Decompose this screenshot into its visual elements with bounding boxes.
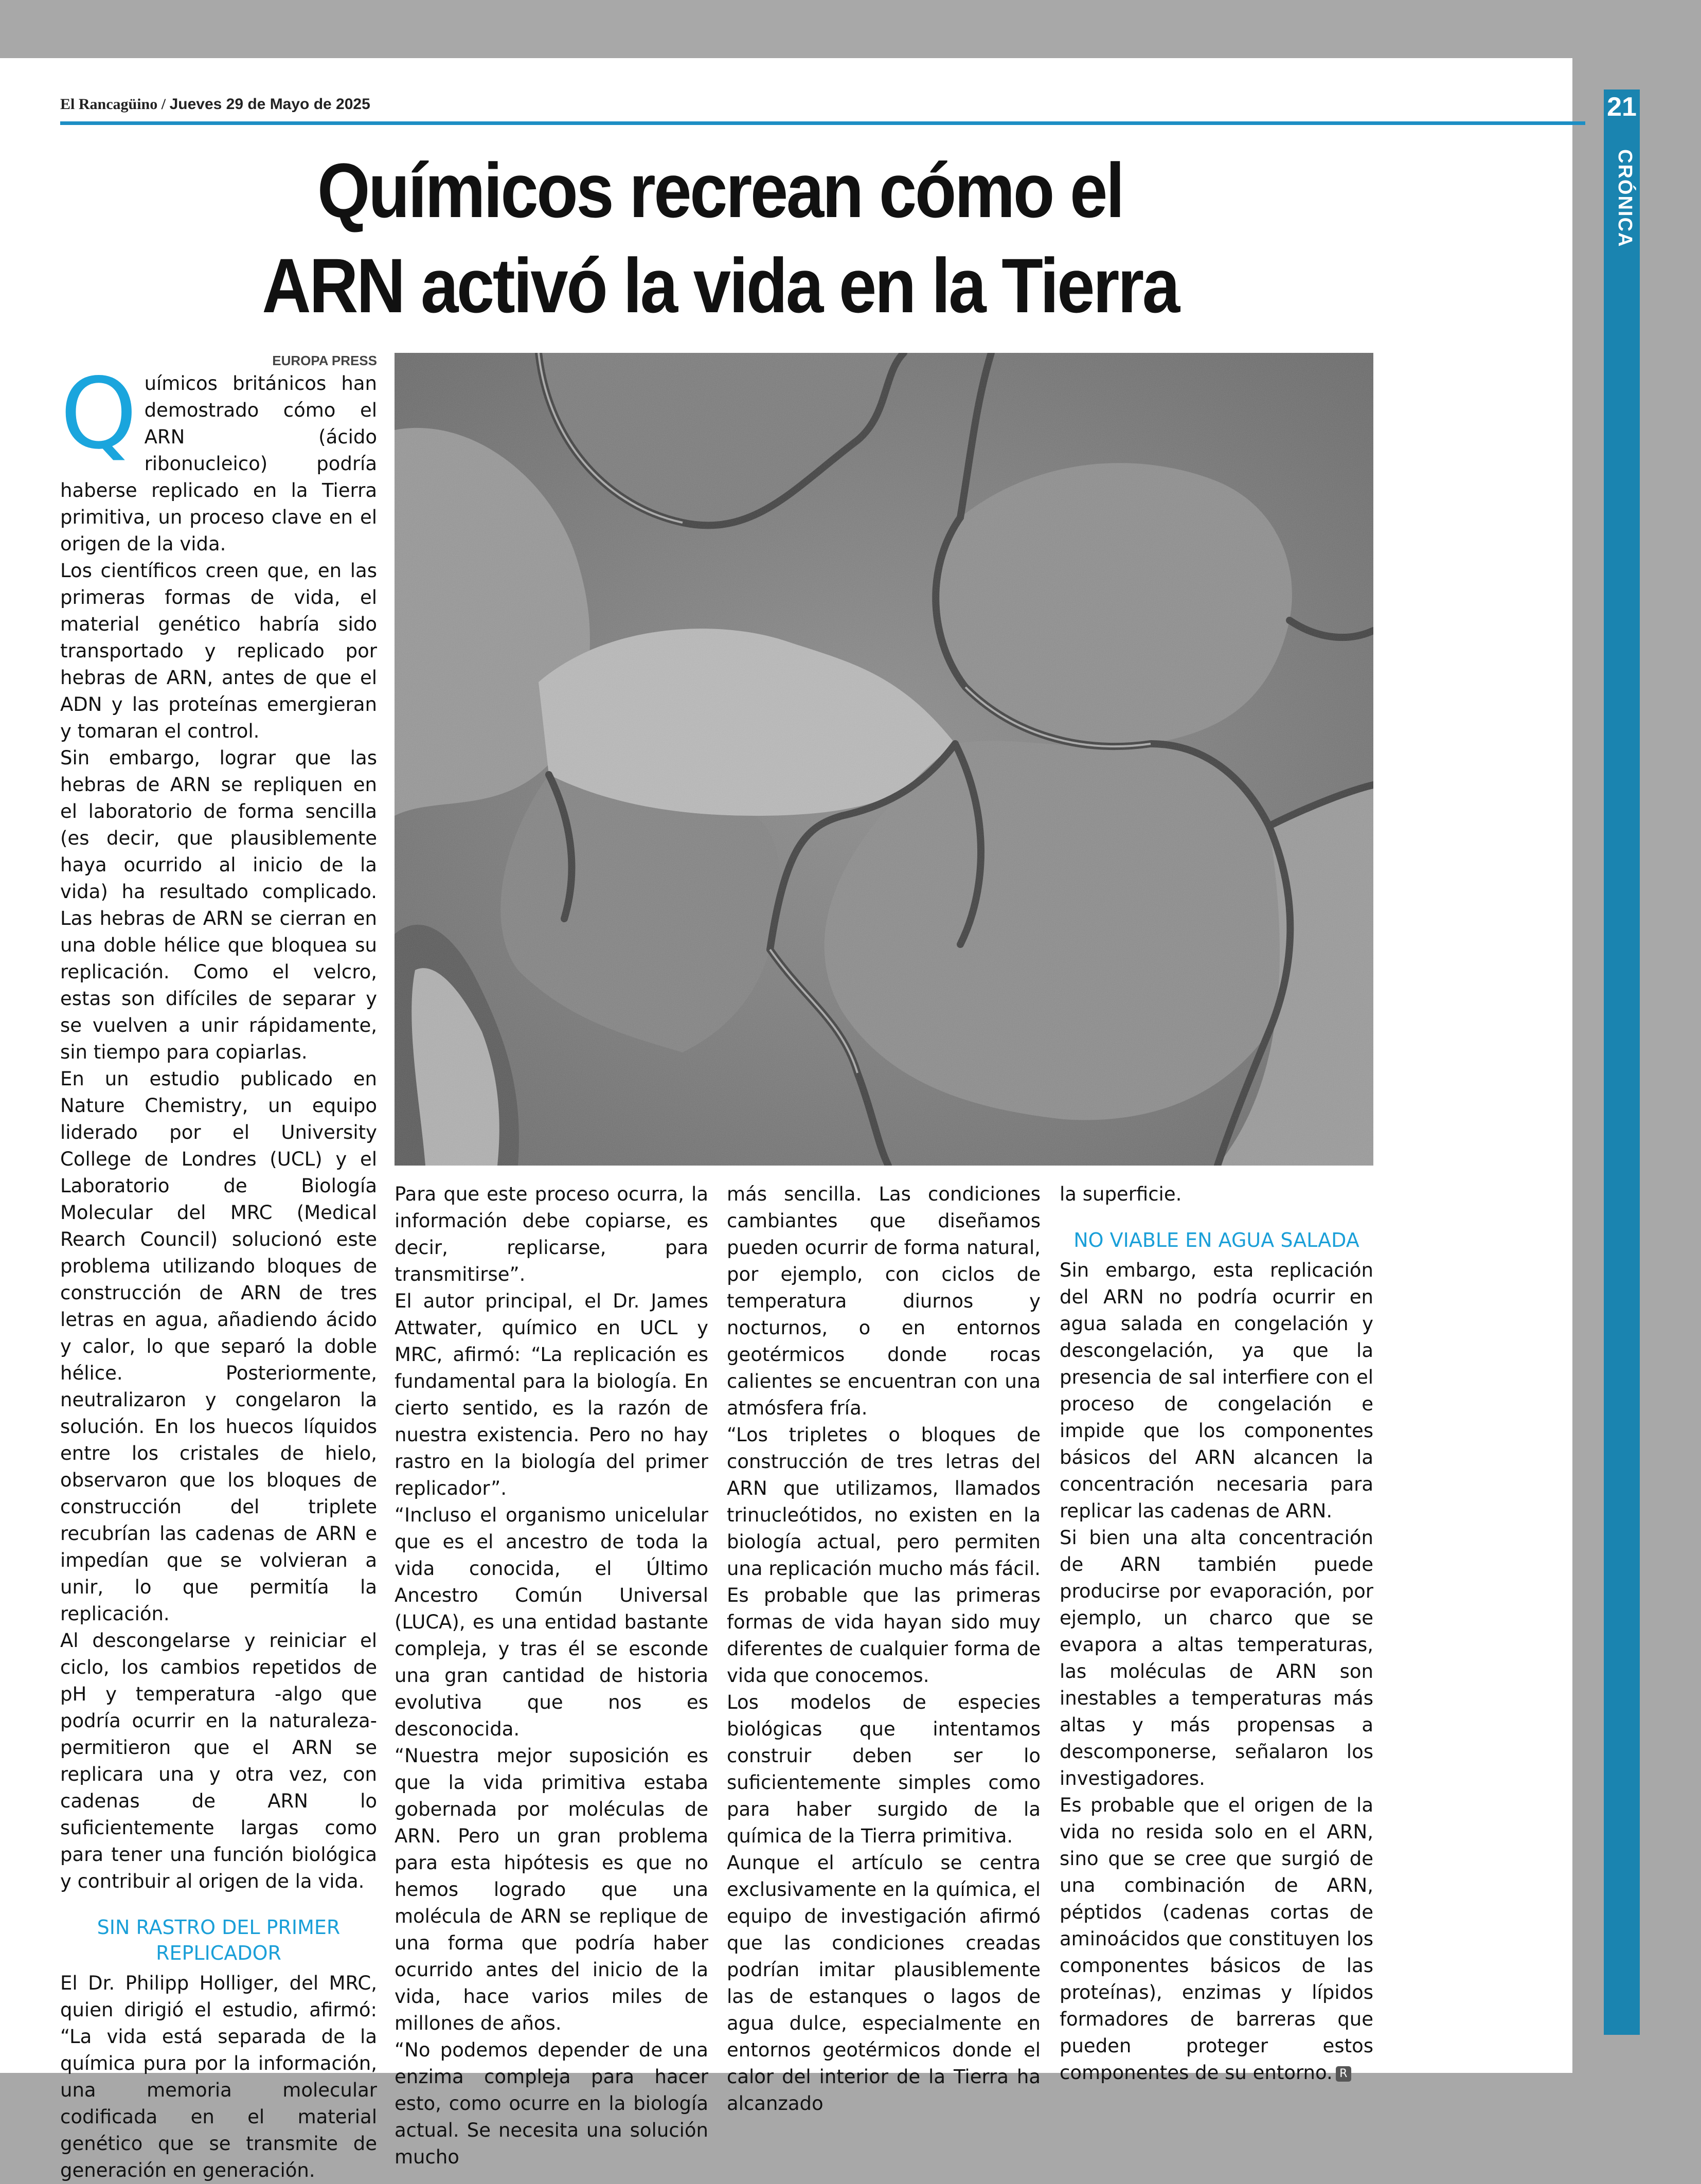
- paragraph: “Incluso el organismo unicelular que es el ancestro de toda la vida conocida, el Último Ancestro Común Universal (LUCA), es una entidad bastante compleja, y tras él se esconde una gran cantidad de historia evolutiva que nos es desconocida.: [395, 1504, 708, 1740]
- article-column-4: [1060, 1181, 1373, 2086]
- paragraph: Para que este proceso ocurra, la información debe copiarse, es decir, replicarse, para transmitirse”.: [395, 1183, 708, 1285]
- paragraph: Aunque el artículo se centra exclusivamente en la química, el equipo de investigación afirmó que las condiciones creadas podrían imitar plausiblemente las de estanques o lagos de agua dulce, especialmente en entornos geotérmicos donde el calor del interior de la Tierra ha alcanzado: [727, 1852, 1041, 2115]
- page-number: 21: [1607, 92, 1637, 122]
- publication-date: Jueves 29 de Mayo de 2025: [169, 96, 370, 113]
- paragraph: El autor principal, el Dr. James Attwater, químico en UCL y MRC, afirmó: “La replicación es fundamental para la biología. En cierto sentido, es la razón de nuestra existencia. Pero no hay rastro en la biología del primer replicador”.: [395, 1290, 708, 1499]
- paragraph: Los modelos de especies biológicas que intentamos construir deben ser lo suficientemente simples como para haber surgido de la química de la Tierra primitiva.: [727, 1691, 1041, 1847]
- paragraph: más sencilla. Las condiciones cambiantes que diseñamos pueden ocurrir de forma natural, por ejemplo, con ciclos de temperatura diurnos y nocturnos, o en entornos geotérmicos donde rocas calientes se encuentran con una atmósfera fría.: [727, 1183, 1041, 1419]
- paragraph: uímicos británicos han demostrado cómo el ARN (ácido ribonucleico) podría haberse replicado en la Tierra primitiva, un proceso clave en el origen de la vida.: [60, 372, 377, 555]
- paragraph: Sin embargo, lograr que las hebras de ARN se repliquen en el laboratorio de forma sencilla (es decir, que plausiblemente haya ocurrido al inicio de la vida) ha resultado complicado. Las hebras de ARN se cierran en una doble hélice que bloquea su replicación. Como el velcro, estas son difíciles de separar y se vuelven a unir rápidamente, sin tiempo para copiarlas.: [60, 747, 377, 1063]
- byline-credit: EUROPA PRESS: [272, 353, 377, 368]
- headline-line-1: Químicos recrean cómo el: [317, 147, 1123, 234]
- microscope-cell-photo-icon: [395, 353, 1373, 1166]
- header-rule: [60, 121, 1585, 125]
- paragraph: “Los tripletes o bloques de construcción de tres letras del ARN que utilizamos, llamados trinucleótidos, no existen en la biología actual, pero permiten una replicación mucho más fácil. Es probable que las primeras formas de vida hayan sido muy diferentes de cualquier forma de vida que conocemos.: [727, 1424, 1041, 1687]
- paragraph: Los científicos creen que, en las primeras formas de vida, el material genético habría sido transportado y replicado por hebras de ARN, antes de que el ADN y las proteínas emergieran y tomaran el control.: [60, 560, 377, 742]
- paragraph: “Nuestra mejor suposición es que la vida primitiva estaba gobernada por moléculas de ARN. Pero un gran problema para esta hipótesis es que no hemos logrado que una molécula de ARN se replique de una forma que podría haber ocurrido antes del inicio de la vida, hace varios miles de millones de años.: [395, 1745, 708, 2034]
- end-mark-icon: R: [1336, 2066, 1351, 2082]
- paragraph: El Dr. Philipp Holliger, del MRC, quien dirigió el estudio, afirmó: “La vida está separada de la química pura por la información, una memoria molecular codificada en el material genético que se transmite de generación en generación.: [60, 1972, 377, 2181]
- section-label: CRÓNICA: [1614, 149, 1636, 248]
- paragraph: En un estudio publicado en Nature Chemistry, un equipo liderado por el University College de Londres (UCL) y el Laboratorio de Biología Molecular del MRC (Medical Rearch Council) solucionó este problema utilizando bloques de construcción de ARN de tres letras en agua, añadiendo ácido y calor, lo que separó la doble hélice. Posteriormente, neutralizaron y congelaron la solución. En los huecos líquidos entre los cristales de hielo, observaron que los bloques de construcción del triplete recubrían las cadenas de ARN e impedían que se volvieran a unir, lo que permitía la replicación.: [60, 1068, 377, 1625]
- paragraph-text: Es probable que el origen de la vida no resida solo en el ARN, sino que se cree que surgió de una combinación de ARN, péptidos (cadenas cortas de aminoácidos que constituyen los componentes básicos de las proteínas), enzimas y lípidos formadores de barreras que pueden proteger estos componentes de su entorno.: [1060, 1794, 1373, 2084]
- article-column-2: [395, 1181, 708, 2171]
- paragraph: Si bien una alta concentración de ARN también puede producirse por evaporación, por ejemplo, un charco que se evapora a altas temperaturas, las moléculas de ARN son inestables a temperaturas más altas y más propensas a descomponerse, señalaron los investigadores.: [1060, 1527, 1373, 1789]
- page-header: [60, 96, 370, 113]
- paragraph: “No podemos depender de una enzima compleja para hacer esto, como ocurre en la biología actual. Se necesita una solución mucho: [395, 2039, 708, 2168]
- drop-cap: Q: [60, 357, 137, 471]
- subheading: NO VIABLE EN AGUA SALADA: [1073, 1229, 1359, 1251]
- paragraph: [1060, 1792, 1373, 2086]
- paragraph: Al descongelarse y reiniciar el ciclo, los cambios repetidos de pH y temperatura -algo que podría ocurrir en la naturaleza- permitieron que el ARN se replicara una y otra vez, con cadenas de ARN lo suficientemente largas como para tener una función biológica y contribuir al origen de la vida.: [60, 1630, 377, 1892]
- article-column-3: [727, 1181, 1041, 2117]
- paragraph: Sin embargo, esta replicación del ARN no podría ocurrir en agua salada en congelación y descongelación, ya que la presencia de sal interfiere con el proceso de congelación e impide que los componentes básicos del ARN alcancen la concentración necesaria para replicar las cadenas de ARN.: [1060, 1259, 1373, 1522]
- headline: [222, 143, 1218, 333]
- subheading: SIN RASTRO DEL PRIMER REPLICADOR: [97, 1916, 341, 1964]
- paragraph: la superficie.: [1060, 1183, 1182, 1205]
- headline-line-2: ARN activó la vida en la Tierra: [262, 242, 1178, 329]
- section-sidebar: [1604, 89, 1640, 2035]
- publication-name: El Rancagüino /: [60, 96, 166, 113]
